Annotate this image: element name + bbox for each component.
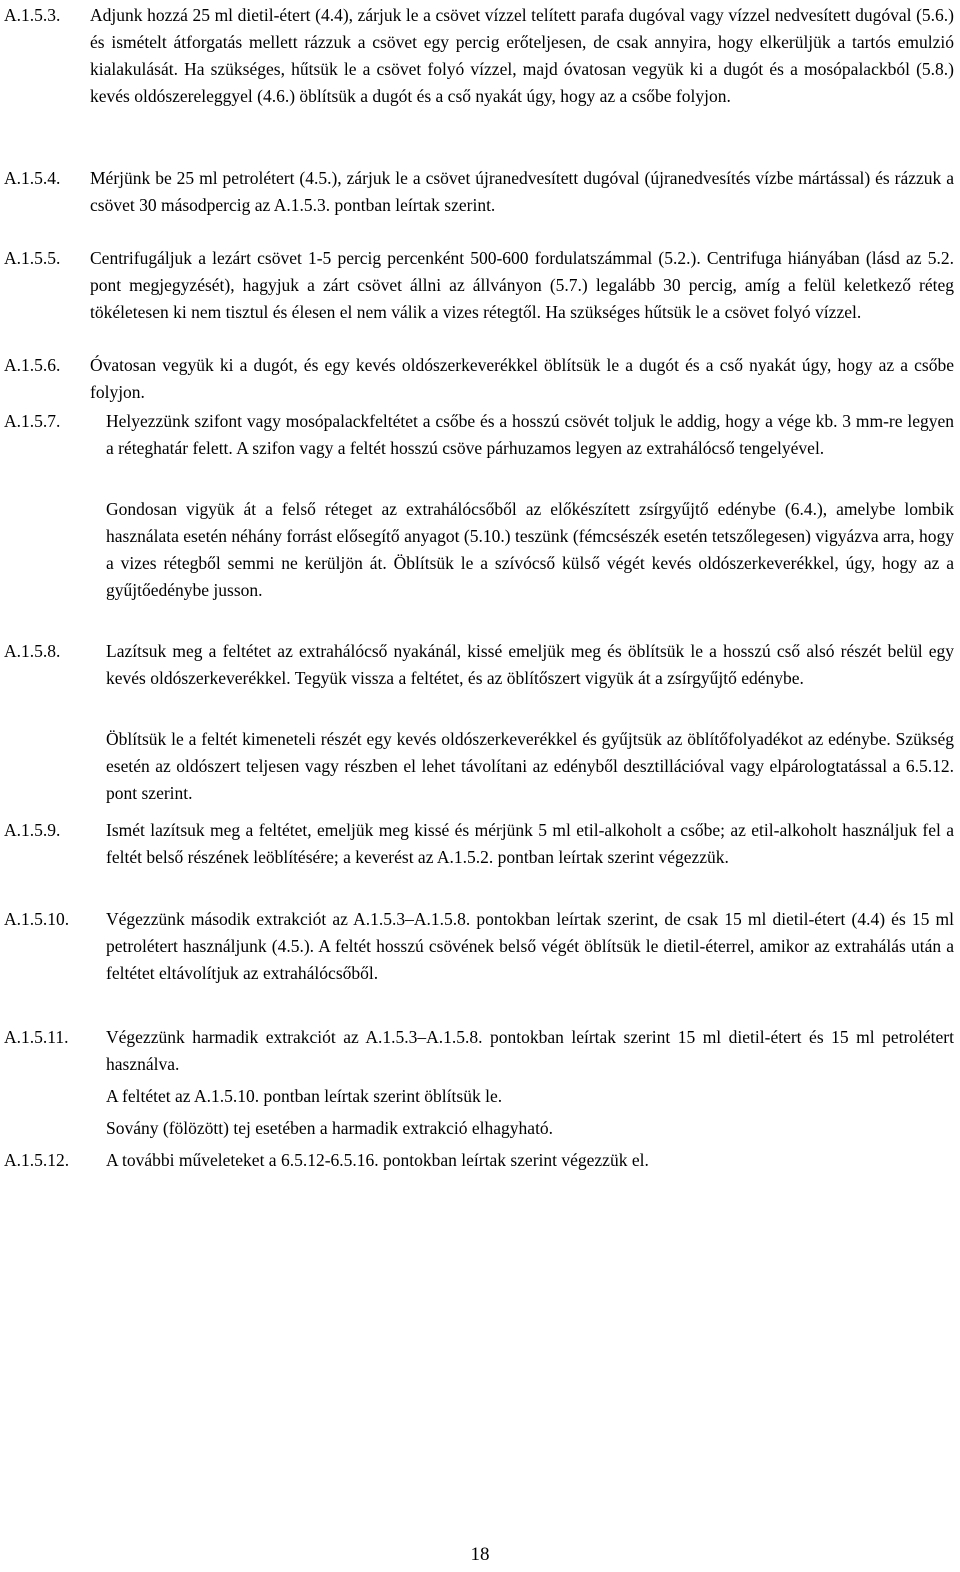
section-number: A.1.5.5. [4,248,61,268]
paragraph: Öblítsük le a feltét kimeneteli részét egy kevés oldószerkeverékkel és gyűjtsük az öblítőfolyadékot az edénybe. Szükség esetén az oldószert teljesen vagy részben el lehet távolítani az edényből desztillációval vagy elpárologtatással a 6.5.12. pont szerint. [106,729,954,803]
paragraph: Ismét lazítsuk meg a feltétet, emeljük meg kissé és mérjünk 5 ml etil-alkoholt a csőbe; az etil-alkoholt használjuk fel a feltét belső részének leöblítésére; a keverést az A.1.5.2. pontban leírtak szerint végezzük. [106,820,954,867]
section-number: A.1.5.6. [4,355,61,375]
section-number: A.1.5.11. [4,1027,69,1047]
section-number: A.1.5.7. [4,411,61,431]
section-number: A.1.5.8. [4,641,61,661]
paragraph: Gondosan vigyük át a felső réteget az extrahálócsőből az előkészített zsírgyűjtő edénybe (6.4.), amelybe lombik használata esetén néhány forrást elősegítő anyagot (5.10.) teszünk (fémcsészék esetén tetszőlegesen) vigyázva arra, hogy a vizes rétegből semmi ne kerüljön át. Öblítsük le a szívócső külső végét kevés oldószerkeverékkel, úgy, hogy az a gyűjtőedénybe jusson. [106,499,954,600]
paragraph: Helyezzünk szifont vagy mosópalackfeltétet a csőbe és a hosszú csövét toljuk le addig, hogy a vége kb. 3 mm-re legyen a réteghatár felett. A szifon vagy a feltét hosszú csöve párhuzamos legyen az extrahálócső tengelyével. [106,411,954,458]
section-number: A.1.5.12. [4,1150,70,1170]
section-number: A.1.5.4. [4,168,61,188]
section-number: A.1.5.3. [4,5,61,25]
paragraph: Végezzünk harmadik extrakciót az A.1.5.3–A.1.5.8. pontokban leírtak szerint 15 ml dietil-étert és 15 ml petrolétert használva. [106,1027,954,1074]
paragraph: A feltétet az A.1.5.10. pontban leírtak szerint öblítsük le. [106,1086,503,1106]
paragraph: Végezzünk második extrakciót az A.1.5.3–A.1.5.8. pontokban leírtak szerint, de csak 15 ml dietil-étert (4.4) és 15 ml petrolétert használjunk (4.5.). A feltét hosszú csövének belső végét öblítsük le dietil-éterrel, amikor az extrahálás után a feltétet eltávolítjuk az extrahálócsőből. [106,909,954,983]
page-number: 18 [470,1544,490,1565]
paragraph: Adjunk hozzá 25 ml dietil-étert (4.4), zárjuk le a csövet vízzel telített parafa dugóval vagy vízzel nedvesített dugóval (5.6.) és ismételt átforgatás mellett rázzuk a csövet egy percig erőteljesen, de csak annyira, hogy elkerüljük a tartós emulzió kialakulását. Ha szükséges, hűtsük le a csövet folyó vízzel, majd óvatosan vegyük ki a dugót és a mosópalackból (5.8.) kevés oldószereleggyel (4.6.) öblítsük a dugót és a cső nyakát úgy, hogy az a csőbe folyjon. [90,5,954,106]
paragraph: Sovány (fölözött) tej esetében a harmadik extrakció elhagyható. [106,1118,554,1138]
paragraph: Lazítsuk meg a feltétet az extrahálócső nyakánál, kissé emeljük meg és öblítsük le a hosszú cső alsó részét belül egy kevés oldószerkeverékkel. Tegyük vissza a feltétet, és az öblítőszert vigyük át a zsírgyűjtő edénybe. [106,641,954,688]
section-number: A.1.5.9. [4,820,61,840]
paragraph: A további műveleteket a 6.5.12-6.5.16. pontokban leírtak szerint végezzük el. [106,1150,649,1170]
paragraph: Mérjünk be 25 ml petrolétert (4.5.), zárjuk le a csövet újranedvesített dugóval (újranedvesítés vízbe mártással) és rázzuk a csövet 30 másodpercig az A.1.5.3. pontban leírtak szerint. [90,168,954,215]
section-number: A.1.5.10. [4,909,70,929]
paragraph: Óvatosan vegyük ki a dugót, és egy kevés oldószerkeverékkel öblítsük le a dugót és a cső nyakát úgy, hogy az a csőbe folyjon. [90,355,954,402]
paragraph: Centrifugáljuk a lezárt csövet 1-5 percig percenként 500-600 fordulatszámmal (5.2.). Centrifuga hiányában (lásd az 5.2. pont megjegyzését), hagyjuk a zárt csövet állni az állványon (5.7.) legalább 30 percig, amíg a felül keletkező réteg tökéletesen ki nem tisztul és élesen el nem válik a vizes rétegtől. Ha szükséges hűtsük le a csövet folyó vízzel. [90,248,954,322]
